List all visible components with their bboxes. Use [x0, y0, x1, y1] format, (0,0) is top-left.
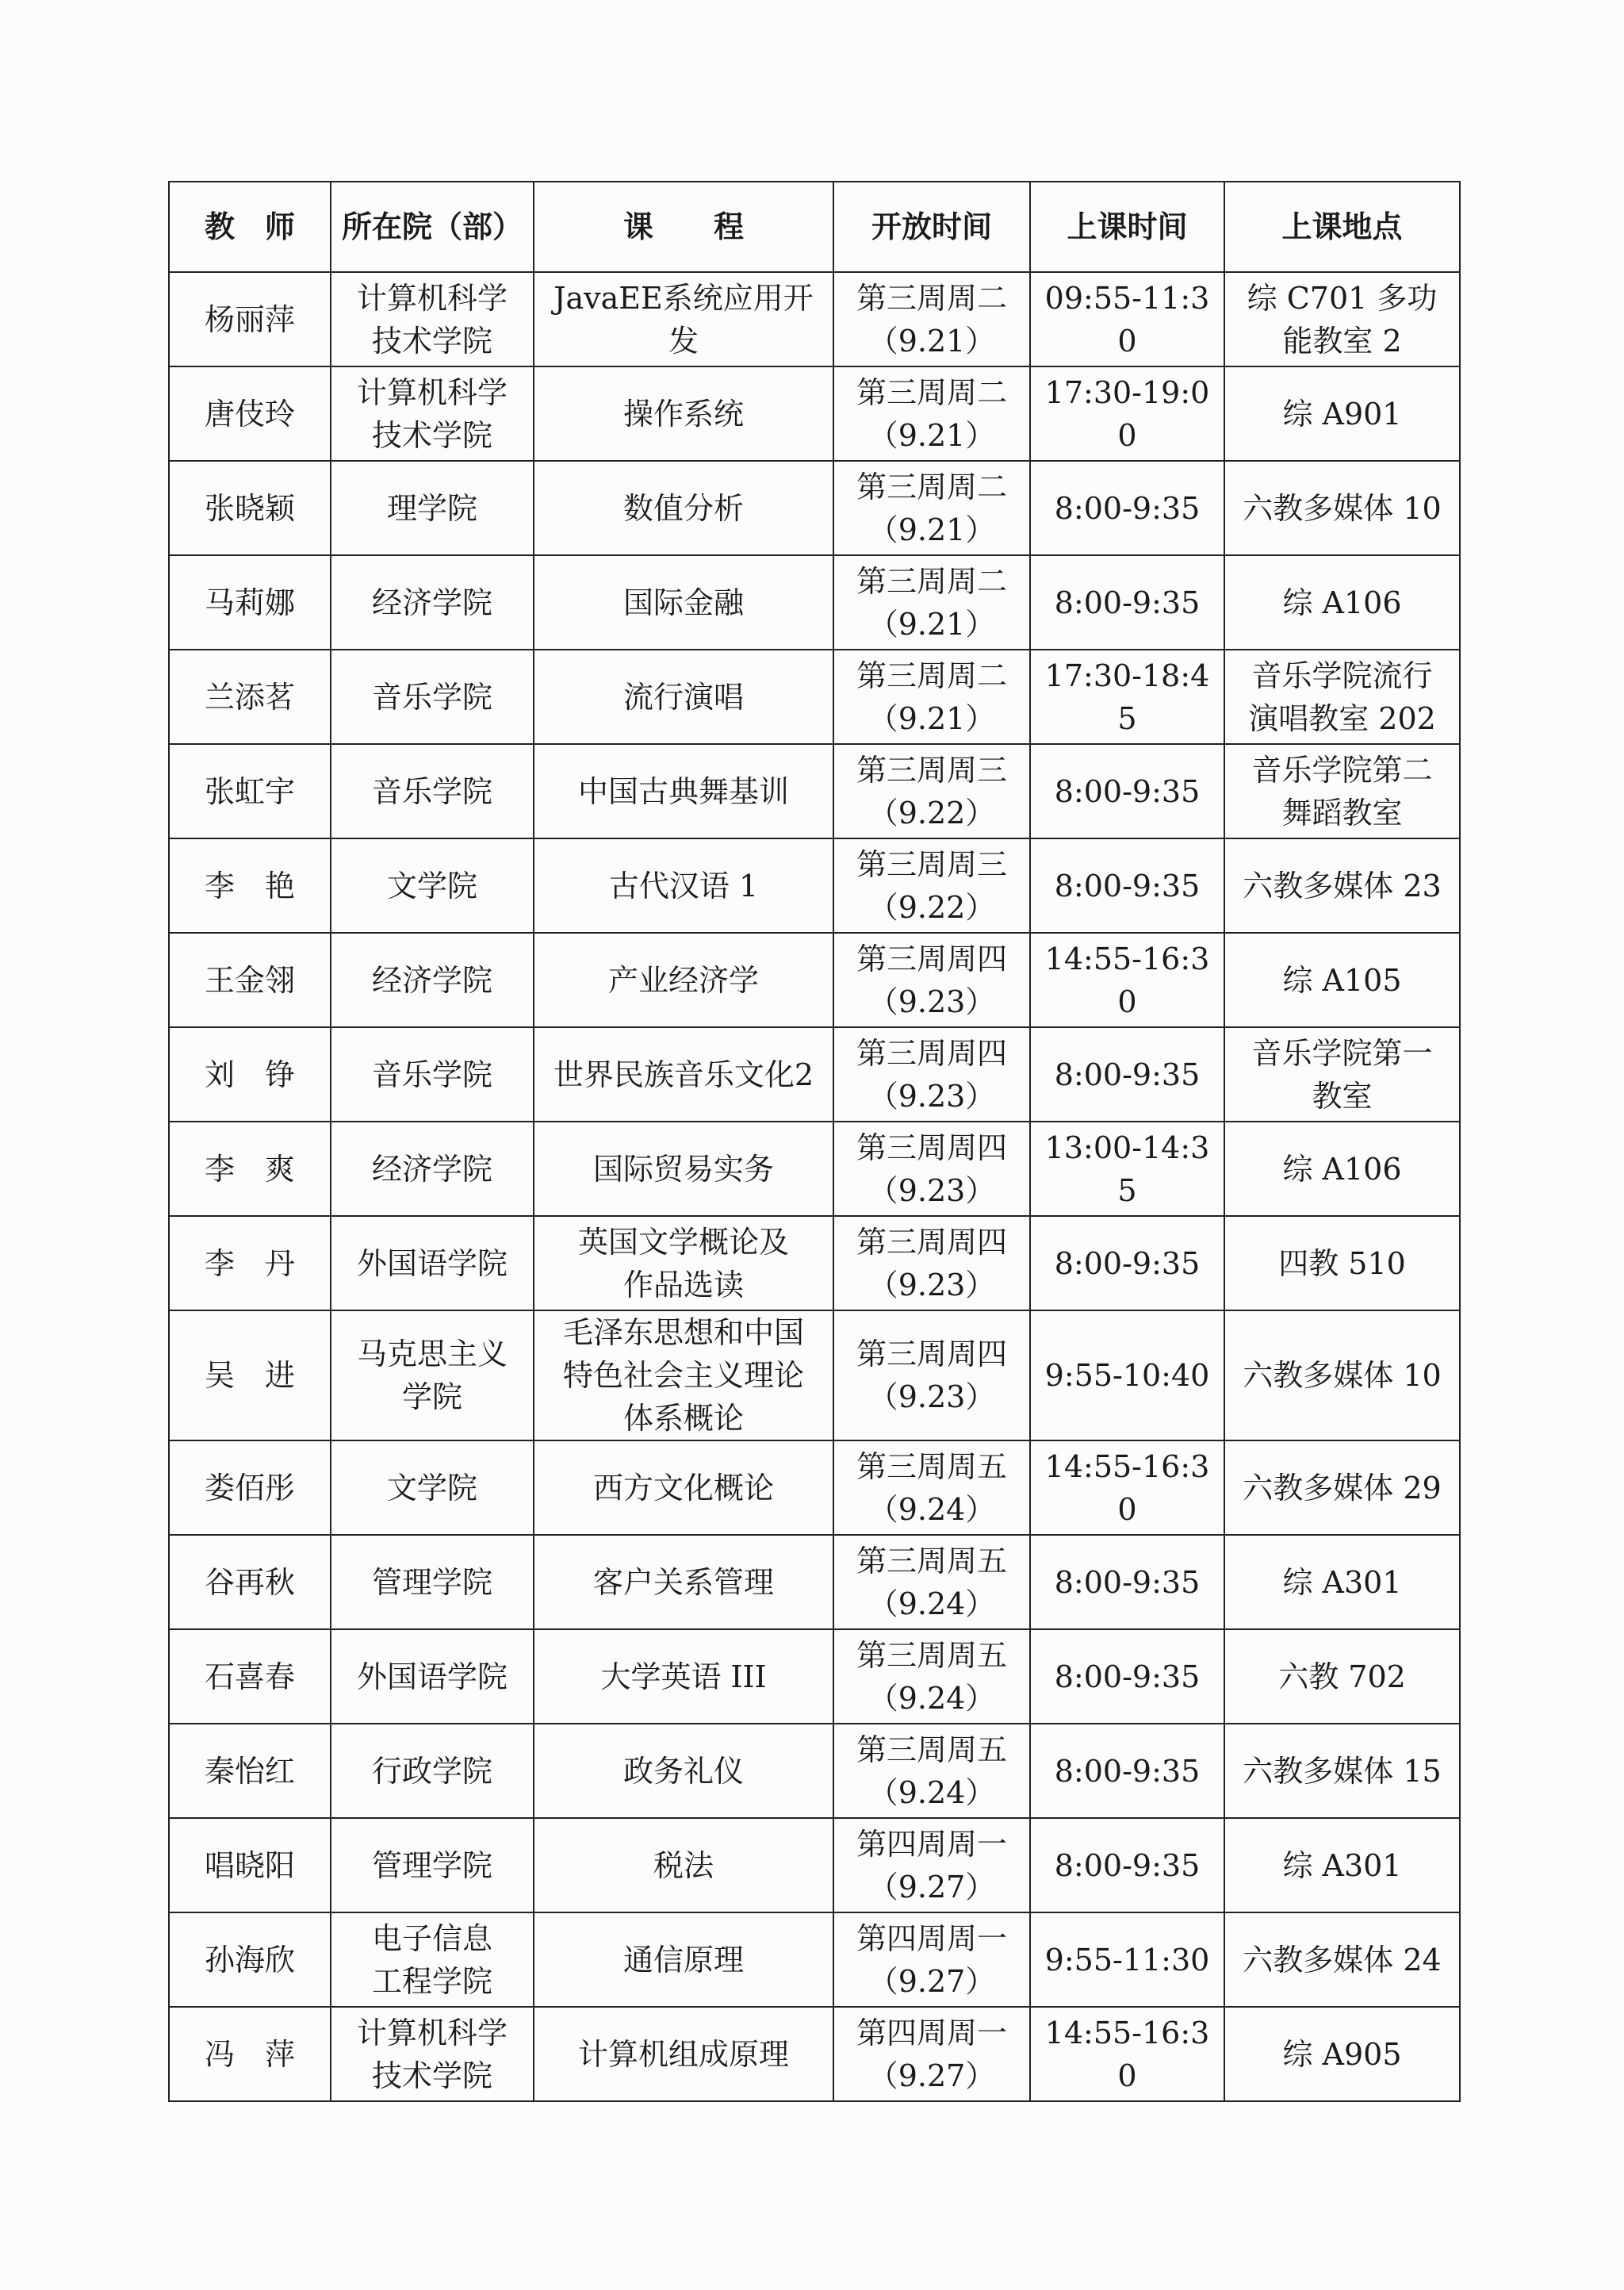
open-time-cell-line: （9.24）: [868, 1680, 996, 1716]
location-cell-line: 六教多媒体 29: [1243, 1470, 1442, 1506]
open-time-cell: [833, 1216, 1030, 1310]
open-time-cell-line: 第三周周五: [856, 1448, 1007, 1484]
course-cell: [534, 933, 833, 1027]
course-cell-line: 西方文化概论: [592, 1470, 774, 1506]
table-row: [169, 461, 1460, 555]
course-cell-line: 大学英语 III: [600, 1659, 767, 1694]
location-cell: [1224, 1216, 1460, 1310]
location-cell-line: 综 C701 多功: [1247, 280, 1438, 316]
location-cell: [1224, 272, 1460, 366]
table-row: [169, 555, 1460, 650]
table-row: [169, 1216, 1460, 1310]
class-time-cell: 8:00-9:35: [1030, 1629, 1224, 1724]
department-cell: [331, 1912, 534, 2007]
course-cell: [534, 1535, 833, 1629]
location-cell-line: 音乐学院第二: [1251, 752, 1433, 788]
table-row: [169, 933, 1460, 1027]
department-cell: [331, 1122, 534, 1216]
teacher-cell: 王金翎: [169, 933, 331, 1027]
open-time-cell-line: （9.23）: [868, 1379, 996, 1414]
class-time-cell: 8:00-9:35: [1030, 1216, 1224, 1310]
open-time-cell-line: 第三周周二: [856, 374, 1007, 410]
department-cell: [331, 272, 534, 366]
table-row: [169, 1912, 1460, 2007]
department-cell: [331, 461, 534, 555]
course-cell-line: 产业经济学: [607, 962, 759, 998]
location-cell: [1224, 1912, 1460, 2007]
location-cell-line: 综 A301: [1282, 1847, 1402, 1883]
course-cell: [534, 1216, 833, 1310]
open-time-cell-line: （9.24）: [868, 1491, 996, 1527]
location-cell-line: 六教多媒体 24: [1243, 1942, 1442, 1977]
class-time-cell: 17:30-18:45: [1030, 650, 1224, 744]
department-cell-line: 计算机科学: [356, 2015, 508, 2050]
department-cell: [331, 744, 534, 838]
department-cell-line: 管理学院: [371, 1847, 492, 1883]
course-cell-line: 世界民族音乐文化2: [553, 1057, 814, 1092]
department-cell-line: 计算机科学: [356, 374, 508, 410]
table-body: [169, 272, 1460, 2101]
open-time-cell-line: 第三周周二: [856, 563, 1007, 599]
course-schedule-table: [168, 181, 1461, 2102]
class-time-cell: 9:55-10:40: [1030, 1310, 1224, 1440]
open-time-cell-line: 第三周周五: [856, 1732, 1007, 1767]
course-cell-line: 国际金融: [622, 585, 744, 620]
location-cell: [1224, 555, 1460, 650]
location-cell-line: 舞蹈教室: [1281, 795, 1403, 830]
open-time-cell-line: 第四周周一: [856, 1826, 1007, 1862]
header-department: 所在院（部）: [331, 182, 534, 272]
open-time-cell: [833, 933, 1030, 1027]
location-cell-line: 综 A901: [1282, 396, 1402, 432]
class-time-cell: 8:00-9:35: [1030, 461, 1224, 555]
open-time-cell-line: 第三周周四: [856, 941, 1007, 976]
open-time-cell-line: 第三周周四: [856, 1224, 1007, 1260]
open-time-cell: [833, 1912, 1030, 2007]
department-cell-line: 马克思主义: [356, 1337, 508, 1371]
course-cell: [534, 650, 833, 744]
course-cell: [534, 1629, 833, 1724]
location-cell: [1224, 461, 1460, 555]
teacher-cell: 吴 进: [169, 1310, 331, 1440]
table-row: [169, 1122, 1460, 1216]
department-cell-line: 学院: [401, 1379, 462, 1414]
location-cell-line: 音乐学院第一: [1251, 1035, 1433, 1071]
department-cell-line: 经济学院: [371, 962, 492, 998]
location-cell-line: 综 A905: [1282, 2036, 1402, 2072]
department-cell-line: 经济学院: [371, 1151, 492, 1187]
course-cell-line: JavaEE系统应用开发: [553, 280, 814, 359]
class-time-cell: 17:30-19:00: [1030, 366, 1224, 461]
location-cell-line: 六教多媒体 10: [1243, 1358, 1442, 1393]
location-cell: [1224, 1535, 1460, 1629]
department-cell-line: 管理学院: [371, 1564, 492, 1600]
course-cell-line: 流行演唱: [622, 679, 744, 715]
location-cell: [1224, 366, 1460, 461]
department-cell-line: 外国语学院: [356, 1245, 508, 1281]
department-cell: [331, 2007, 534, 2101]
open-time-cell-line: （9.27）: [868, 2058, 996, 2093]
location-cell-line: 六教多媒体 15: [1243, 1753, 1442, 1789]
class-time-cell: 9:55-11:30: [1030, 1912, 1224, 2007]
header-location: 上课地点: [1224, 182, 1460, 272]
class-time-cell: 13:00-14:35: [1030, 1122, 1224, 1216]
open-time-cell: [833, 1310, 1030, 1440]
course-cell: [534, 1818, 833, 1912]
header-teacher: 教 师: [169, 182, 331, 272]
teacher-cell: 张晓颖: [169, 461, 331, 555]
header-course: 课 程: [534, 182, 833, 272]
department-cell: [331, 933, 534, 1027]
table-row: [169, 1027, 1460, 1122]
class-time-cell: 09:55-11:30: [1030, 272, 1224, 366]
open-time-cell: [833, 2007, 1030, 2101]
course-cell-line: 计算机组成原理: [577, 2036, 789, 2072]
open-time-cell-line: 第三周周三: [856, 846, 1007, 882]
course-cell-line: 操作系统: [622, 396, 744, 432]
class-time-cell: 8:00-9:35: [1030, 1818, 1224, 1912]
course-cell: [534, 366, 833, 461]
department-cell: [331, 838, 534, 933]
location-cell: [1224, 650, 1460, 744]
class-time-cell: 8:00-9:35: [1030, 555, 1224, 650]
open-time-cell-line: （9.22）: [868, 795, 996, 830]
header-open-time: 开放时间: [833, 182, 1030, 272]
course-cell-line: 作品选读: [622, 1267, 744, 1302]
teacher-cell: 唱晓阳: [169, 1818, 331, 1912]
course-cell: [534, 1310, 833, 1440]
open-time-cell: [833, 1122, 1030, 1216]
open-time-cell-line: 第三周周四: [856, 1035, 1007, 1071]
location-cell: [1224, 1440, 1460, 1535]
teacher-cell: 李 爽: [169, 1122, 331, 1216]
open-time-cell-line: （9.27）: [868, 1963, 996, 1999]
teacher-cell: 孙海欣: [169, 1912, 331, 2007]
table-row: [169, 272, 1460, 366]
course-cell-line: 特色社会主义理论: [562, 1358, 804, 1393]
department-cell: [331, 1310, 534, 1440]
course-cell: [534, 555, 833, 650]
location-cell: [1224, 933, 1460, 1027]
department-cell-line: 理学院: [386, 490, 477, 526]
teacher-cell: 石喜春: [169, 1629, 331, 1724]
open-time-cell: [833, 1535, 1030, 1629]
teacher-cell: 马莉娜: [169, 555, 331, 650]
location-cell: [1224, 838, 1460, 933]
table-row: [169, 1310, 1460, 1440]
class-time-cell: 14:55-16:30: [1030, 2007, 1224, 2101]
course-cell-line: 国际贸易实务: [592, 1151, 774, 1187]
department-cell-line: 文学院: [386, 1470, 477, 1506]
department-cell-line: 经济学院: [371, 585, 492, 620]
open-time-cell: [833, 1027, 1030, 1122]
department-cell: [331, 1629, 534, 1724]
course-cell-line: 中国古典舞基训: [577, 773, 789, 809]
course-cell-line: 英国文学概论及: [577, 1224, 789, 1260]
open-time-cell-line: 第三周周二: [856, 280, 1007, 316]
department-cell-line: 技术学院: [371, 323, 492, 359]
table-row: [169, 366, 1460, 461]
location-cell: [1224, 1629, 1460, 1724]
course-cell-line: 政务礼仪: [622, 1753, 744, 1789]
header-class-time: 上课时间: [1030, 182, 1224, 272]
location-cell-line: 综 A106: [1282, 1151, 1402, 1187]
department-cell-line: 音乐学院: [371, 679, 492, 715]
class-time-cell: 8:00-9:35: [1030, 744, 1224, 838]
department-cell-line: 技术学院: [371, 417, 492, 453]
course-cell: [534, 744, 833, 838]
location-cell-line: 六教多媒体 10: [1243, 490, 1442, 526]
open-time-cell: [833, 272, 1030, 366]
course-cell: [534, 2007, 833, 2101]
class-time-cell: 8:00-9:35: [1030, 1535, 1224, 1629]
open-time-cell: [833, 650, 1030, 744]
location-cell: [1224, 1122, 1460, 1216]
location-cell: [1224, 744, 1460, 838]
course-cell: [534, 1027, 833, 1122]
location-cell: [1224, 1818, 1460, 1912]
open-time-cell-line: 第三周周三: [856, 752, 1007, 788]
course-cell-line: 毛泽东思想和中国: [562, 1315, 804, 1350]
department-cell: [331, 1027, 534, 1122]
open-time-cell-line: 第三周周四: [856, 1130, 1007, 1165]
teacher-cell: 兰添茗: [169, 650, 331, 744]
open-time-cell-line: （9.21）: [868, 606, 996, 642]
course-cell-line: 体系概论: [622, 1401, 744, 1436]
course-cell: [534, 1912, 833, 2007]
course-cell: [534, 838, 833, 933]
open-time-cell: [833, 555, 1030, 650]
class-time-cell: 14:55-16:30: [1030, 1440, 1224, 1535]
course-cell: [534, 1122, 833, 1216]
department-cell-line: 技术学院: [371, 2058, 492, 2093]
department-cell-line: 文学院: [386, 868, 477, 903]
course-cell-line: 古代汉语 1: [608, 868, 759, 903]
course-cell: [534, 1440, 833, 1535]
department-cell-line: 电子信息: [371, 1920, 492, 1956]
open-time-cell-line: 第三周周二: [856, 658, 1007, 693]
department-cell-line: 音乐学院: [371, 1057, 492, 1092]
open-time-cell: [833, 461, 1030, 555]
location-cell: [1224, 2007, 1460, 2101]
open-time-cell-line: （9.27）: [868, 1869, 996, 1904]
open-time-cell-line: （9.24）: [868, 1774, 996, 1810]
location-cell-line: 音乐学院流行: [1251, 658, 1433, 693]
department-cell-line: 外国语学院: [356, 1659, 508, 1694]
open-time-cell-line: （9.23）: [868, 1078, 996, 1114]
open-time-cell-line: （9.21）: [868, 417, 996, 453]
open-time-cell-line: （9.23）: [868, 1267, 996, 1302]
course-cell-line: 数值分析: [622, 490, 744, 526]
open-time-cell: [833, 1440, 1030, 1535]
department-cell: [331, 1535, 534, 1629]
class-time-cell: 8:00-9:35: [1030, 1724, 1224, 1818]
class-time-cell: 8:00-9:35: [1030, 838, 1224, 933]
location-cell: [1224, 1310, 1460, 1440]
department-cell-line: 行政学院: [371, 1753, 492, 1789]
teacher-cell: 李 丹: [169, 1216, 331, 1310]
table-row: [169, 1818, 1460, 1912]
open-time-cell-line: （9.23）: [868, 984, 996, 1019]
open-time-cell-line: （9.21）: [868, 512, 996, 547]
open-time-cell: [833, 744, 1030, 838]
header-row: [169, 182, 1460, 272]
table-row: [169, 1724, 1460, 1818]
course-cell: [534, 1724, 833, 1818]
teacher-cell: 李 艳: [169, 838, 331, 933]
table-row: [169, 838, 1460, 933]
location-cell: [1224, 1724, 1460, 1818]
class-time-cell: 14:55-16:30: [1030, 933, 1224, 1027]
open-time-cell: [833, 838, 1030, 933]
location-cell-line: 综 A105: [1282, 962, 1402, 998]
teacher-cell: 娄佰彤: [169, 1440, 331, 1535]
teacher-cell: 谷再秋: [169, 1535, 331, 1629]
department-cell: [331, 1216, 534, 1310]
department-cell-line: 音乐学院: [371, 773, 492, 809]
teacher-cell: 刘 铮: [169, 1027, 331, 1122]
open-time-cell-line: 第三周周四: [856, 1337, 1007, 1371]
department-cell-line: 计算机科学: [356, 280, 508, 316]
open-time-cell: [833, 366, 1030, 461]
teacher-cell: 秦怡红: [169, 1724, 331, 1818]
open-time-cell-line: （9.21）: [868, 323, 996, 359]
table-header: [169, 182, 1460, 272]
open-time-cell-line: 第三周周二: [856, 469, 1007, 504]
course-cell-line: 通信原理: [622, 1942, 744, 1977]
table-row: [169, 650, 1460, 744]
open-time-cell: [833, 1818, 1030, 1912]
location-cell-line: 六教多媒体 23: [1243, 868, 1442, 903]
open-time-cell-line: （9.24）: [868, 1586, 996, 1621]
course-cell-line: 客户关系管理: [592, 1564, 774, 1600]
class-time-cell: 8:00-9:35: [1030, 1027, 1224, 1122]
open-time-cell-line: 第三周周五: [856, 1637, 1007, 1673]
department-cell: [331, 1818, 534, 1912]
open-time-cell: [833, 1629, 1030, 1724]
teacher-cell: 杨丽萍: [169, 272, 331, 366]
open-time-cell-line: 第四周周一: [856, 2015, 1007, 2050]
table-row: [169, 1440, 1460, 1535]
open-time-cell-line: （9.22）: [868, 889, 996, 925]
open-time-cell-line: （9.23）: [868, 1172, 996, 1208]
location-cell-line: 能教室 2: [1282, 323, 1402, 359]
course-cell: [534, 461, 833, 555]
location-cell-line: 四教 510: [1278, 1245, 1406, 1281]
location-cell-line: 综 A301: [1282, 1564, 1402, 1600]
location-cell: [1224, 1027, 1460, 1122]
location-cell-line: 六教 702: [1278, 1659, 1406, 1694]
teacher-cell: 唐伎玲: [169, 366, 331, 461]
open-time-cell-line: 第四周周一: [856, 1920, 1007, 1956]
department-cell: [331, 366, 534, 461]
location-cell-line: 演唱教室 202: [1248, 700, 1436, 736]
course-cell-line: 税法: [653, 1847, 714, 1883]
department-cell: [331, 1440, 534, 1535]
department-cell: [331, 1724, 534, 1818]
department-cell-line: 工程学院: [371, 1963, 492, 1999]
department-cell: [331, 650, 534, 744]
table-row: [169, 2007, 1460, 2101]
location-cell-line: 教室: [1312, 1078, 1373, 1114]
teacher-cell: 冯 萍: [169, 2007, 331, 2101]
table-row: [169, 1535, 1460, 1629]
open-time-cell-line: 第三周周五: [856, 1543, 1007, 1578]
open-time-cell-line: （9.21）: [868, 700, 996, 736]
department-cell: [331, 555, 534, 650]
location-cell-line: 综 A106: [1282, 585, 1402, 620]
table-row: [169, 1629, 1460, 1724]
teacher-cell: 张虹宇: [169, 744, 331, 838]
table-row: [169, 744, 1460, 838]
open-time-cell: [833, 1724, 1030, 1818]
course-cell: [534, 272, 833, 366]
